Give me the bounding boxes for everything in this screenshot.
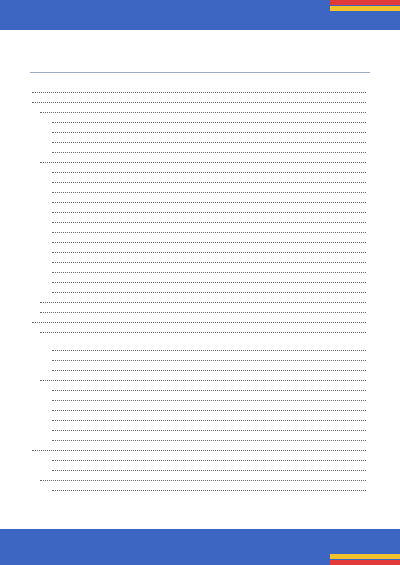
toc-entry[interactable] [30, 352, 368, 362]
heading-divider [30, 72, 370, 73]
toc-entry[interactable] [30, 134, 368, 144]
toc-dot-leader [52, 440, 366, 441]
toc-dot-leader [52, 370, 366, 371]
toc-dot-leader [52, 292, 366, 293]
toc-dot-leader [52, 490, 366, 491]
toc-entry[interactable] [30, 472, 368, 482]
toc-entry[interactable] [30, 422, 368, 432]
header-band [0, 0, 400, 30]
toc-dot-leader [52, 420, 366, 421]
toc-entry[interactable] [30, 154, 368, 164]
toc-entry[interactable] [30, 372, 368, 382]
toc-entry[interactable] [30, 482, 368, 492]
toc-dot-leader [52, 242, 366, 243]
toc-entry[interactable] [30, 362, 368, 372]
toc-dot-leader [40, 302, 366, 303]
toc-dot-leader [52, 122, 366, 123]
toc-dot-leader [40, 112, 366, 113]
toc-entry[interactable] [30, 94, 368, 104]
toc-entry[interactable] [30, 314, 368, 324]
toc-entry[interactable] [30, 84, 368, 94]
toc-entry[interactable] [30, 462, 368, 472]
toc-entry[interactable] [30, 194, 368, 204]
toc-dot-leader [52, 272, 366, 273]
toc-entry[interactable] [30, 204, 368, 214]
toc-entry[interactable] [30, 264, 368, 274]
toc-entry[interactable] [30, 432, 368, 442]
toc-dot-leader [52, 410, 366, 411]
toc-dot-leader [52, 252, 366, 253]
toc-entry[interactable] [30, 294, 368, 304]
table-of-contents [30, 84, 368, 498]
toc-entry[interactable] [30, 392, 368, 402]
toc-entry[interactable] [30, 274, 368, 284]
toc-dot-leader [40, 332, 366, 333]
toc-entry[interactable] [30, 284, 368, 294]
toc-entry[interactable] [30, 382, 368, 392]
toc-dot-leader [32, 102, 366, 103]
toc-dot-leader [52, 132, 366, 133]
toc-entry[interactable] [30, 104, 368, 114]
toc-entry[interactable] [30, 402, 368, 412]
toc-dot-leader [52, 232, 366, 233]
toc-dot-leader [52, 152, 366, 153]
toc-entry[interactable] [30, 412, 368, 422]
toc-entry[interactable] [30, 234, 368, 244]
toc-dot-leader [52, 400, 366, 401]
toc-entry[interactable] [30, 304, 368, 314]
toc-entry[interactable] [30, 324, 368, 334]
toc-dot-leader [52, 142, 366, 143]
toc-dot-leader [40, 312, 366, 313]
toc-entry[interactable] [30, 164, 368, 174]
toc-dot-leader [52, 202, 366, 203]
toc-entry[interactable] [30, 254, 368, 264]
toc-dot-leader [52, 460, 366, 461]
footer-band [0, 529, 400, 565]
toc-entry[interactable] [30, 214, 368, 224]
toc-dot-leader [32, 450, 366, 451]
toc-entry[interactable] [30, 114, 368, 124]
toc-entry[interactable] [30, 224, 368, 234]
toc-dot-leader [32, 322, 366, 323]
toc-dot-leader [52, 262, 366, 263]
toc-entry[interactable] [30, 124, 368, 134]
toc-dot-leader [52, 222, 366, 223]
toc-dot-leader [52, 470, 366, 471]
toc-dot-leader [52, 360, 366, 361]
toc-entry[interactable] [30, 492, 368, 498]
toc-entry[interactable] [30, 144, 368, 154]
toc-dot-leader [40, 380, 366, 381]
toc-dot-leader [52, 182, 366, 183]
toc-dot-leader [40, 480, 366, 481]
toc-entry[interactable] [30, 452, 368, 462]
toc-dot-leader [52, 430, 366, 431]
footer-text [0, 529, 400, 565]
toc-dot-leader [52, 282, 366, 283]
toc-entry[interactable] [30, 334, 368, 352]
toc-heading [0, 52, 400, 66]
toc-entry[interactable] [30, 174, 368, 184]
toc-entry[interactable] [30, 244, 368, 254]
toc-dot-leader [52, 212, 366, 213]
toc-dot-leader [52, 350, 366, 351]
toc-dot-leader [52, 192, 366, 193]
toc-entry[interactable] [30, 184, 368, 194]
toc-dot-leader [52, 172, 366, 173]
toc-dot-leader [32, 92, 366, 93]
toc-dot-leader [52, 390, 366, 391]
report-title [0, 0, 400, 30]
toc-dot-leader [40, 162, 366, 163]
toc-entry[interactable] [30, 442, 368, 452]
